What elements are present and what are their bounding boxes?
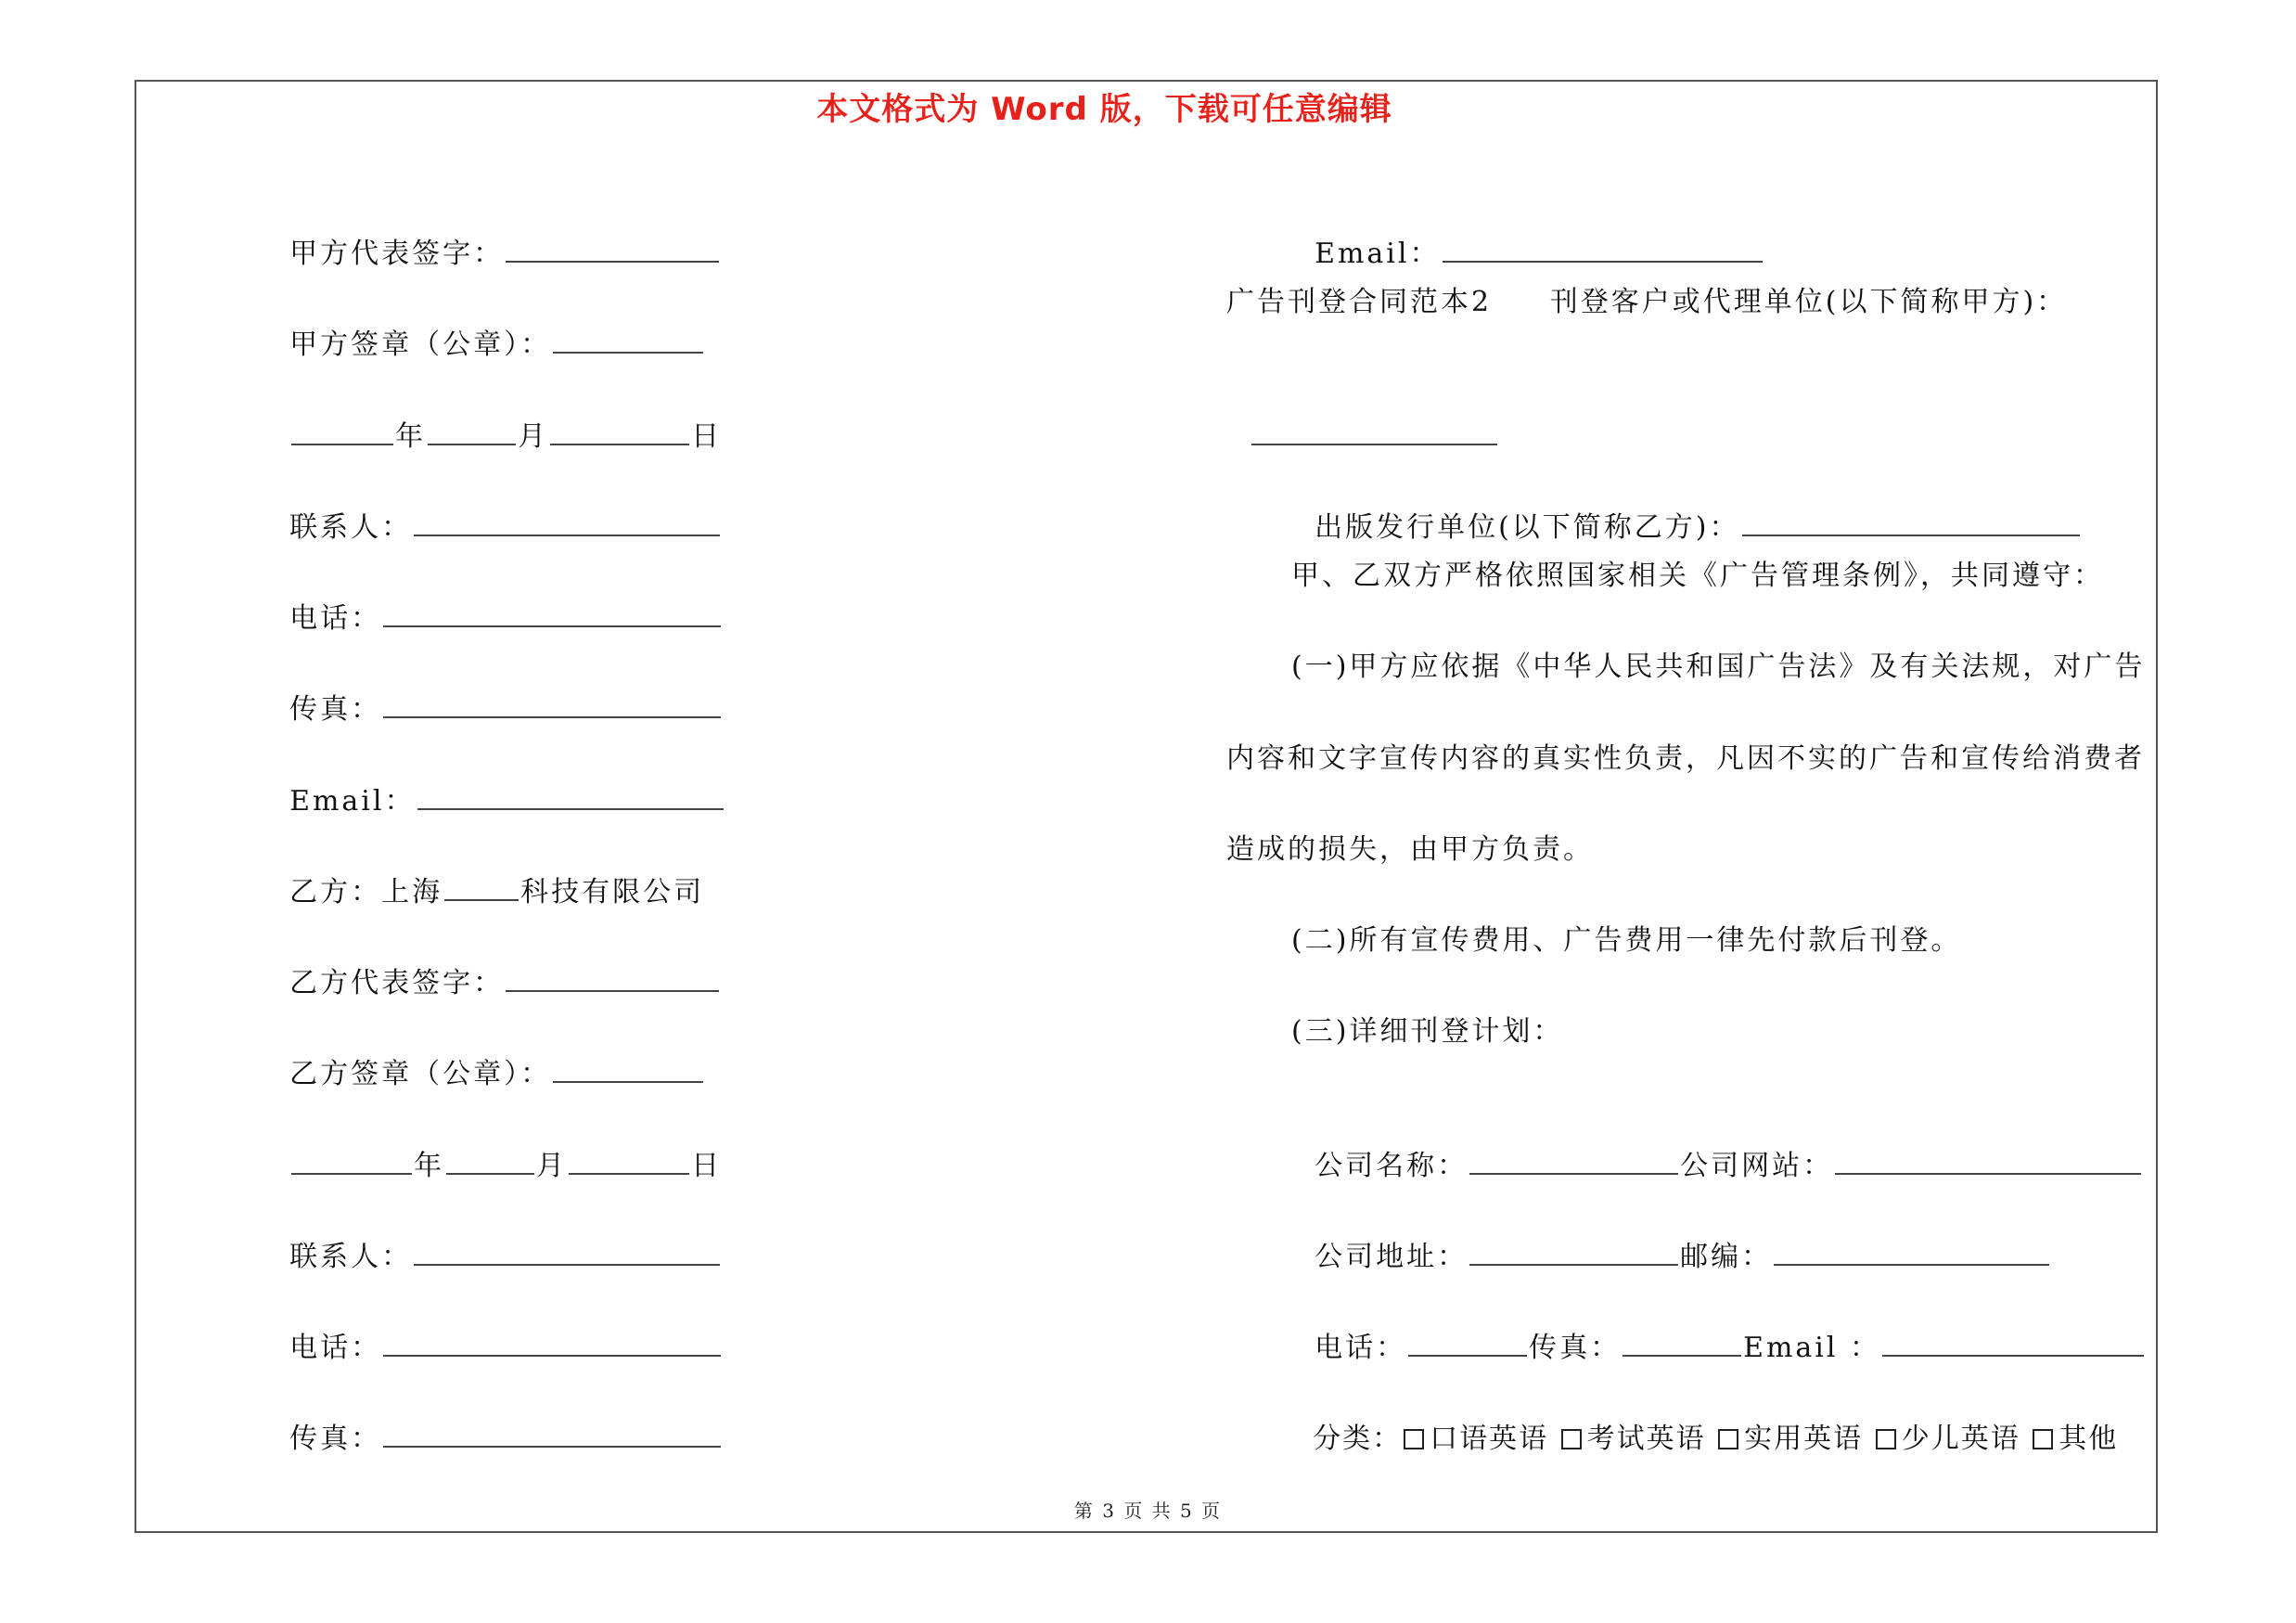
label: 公司地址： [1315, 1241, 1469, 1273]
month-blank[interactable] [428, 419, 516, 445]
label: Email： [1315, 238, 1441, 270]
blank-field[interactable] [1882, 1331, 2144, 1357]
label: 甲方代表签字： [289, 238, 505, 270]
blank-field[interactable] [1623, 1331, 1741, 1357]
company-name-line [1291, 1102, 2143, 1188]
party-a-name-line [1226, 373, 1499, 458]
label: 传真： [1529, 1332, 1622, 1364]
label: 电话： [289, 1332, 382, 1364]
label: 电话： [1315, 1332, 1407, 1364]
checkbox[interactable] [1718, 1429, 1738, 1449]
blank-field[interactable] [553, 1057, 703, 1083]
party-b-rep-sign-line [266, 920, 721, 1005]
label: 邮编： [1680, 1241, 1773, 1273]
blank-field[interactable] [383, 1331, 721, 1357]
party-a-rep-sign-line [266, 190, 721, 276]
party-b-phone-line [266, 1284, 723, 1370]
blank-field[interactable] [417, 784, 724, 810]
label: 联系人： [289, 1241, 413, 1273]
label: 乙方代表签字： [289, 967, 505, 999]
label: 公司名称： [1315, 1150, 1469, 1182]
category-line [1291, 1375, 2118, 1461]
party-b-contact-line [266, 1193, 722, 1279]
blank-field[interactable] [1469, 1240, 1678, 1266]
party-a-contact-line [266, 464, 722, 549]
label: 传真： [289, 1423, 382, 1455]
blank-field[interactable] [1469, 1149, 1678, 1175]
label: 传真： [289, 693, 382, 726]
label: Email ： [1743, 1332, 1881, 1364]
intro-paragraph: 甲、乙双方严格依照国家相关《广告管理条例》，共同遵守： [1291, 560, 2104, 592]
year-blank[interactable] [291, 419, 393, 445]
year-blank[interactable] [291, 1149, 412, 1175]
party-b-seal-line [266, 1011, 705, 1096]
blank-field[interactable] [414, 510, 720, 536]
blank-field[interactable] [553, 328, 703, 354]
contact-info-line [1291, 1284, 2146, 1370]
clause-1-line-3: 造成的损失，由甲方负责。 [1226, 833, 1594, 866]
party-a-seal-line [266, 281, 705, 367]
category-option: 实用英语 [1744, 1423, 1864, 1455]
year-label: 年 [414, 1150, 445, 1182]
blank-field[interactable] [1408, 1331, 1527, 1357]
day-blank[interactable] [550, 419, 689, 445]
month-label: 月 [518, 420, 549, 453]
label: 分类： [1313, 1423, 1403, 1455]
checkbox[interactable] [1561, 1429, 1582, 1449]
checkbox[interactable] [2033, 1429, 2053, 1449]
category-option: 少儿英语 [1901, 1423, 2020, 1455]
blank-field[interactable] [1742, 510, 2080, 536]
day-blank[interactable] [569, 1149, 689, 1175]
party-a-phone-line [266, 555, 723, 640]
label: 联系人： [289, 511, 413, 544]
day-label: 日 [691, 1150, 723, 1182]
year-label: 年 [395, 420, 427, 453]
clause-1-line-1: (一)甲方应依据《中华人民共和国广告法》及有关法规，对广告 [1291, 650, 2146, 683]
right-email-line [1291, 190, 1764, 276]
blank-field[interactable] [1443, 237, 1763, 263]
label-suffix: 科技有限公司 [520, 876, 705, 908]
party-a-fax-line [266, 646, 723, 731]
month-label: 月 [536, 1150, 568, 1182]
company-address-line [1291, 1193, 2051, 1279]
party-b-fax-line [266, 1375, 723, 1461]
clause-2: (二)所有宣传费用、广告费用一律先付款后刊登。 [1291, 924, 1962, 957]
category-option: 其他 [2059, 1423, 2119, 1455]
blank-field[interactable] [1251, 419, 1497, 445]
publisher-line [1291, 464, 2082, 549]
blank-field[interactable] [383, 1422, 721, 1448]
category-option: 考试英语 [1586, 1423, 1706, 1455]
blank-field[interactable] [1835, 1149, 2141, 1175]
blank-field[interactable] [383, 601, 721, 627]
contract-title-line: 广告刊登合同范本2 刊登客户或代理单位(以下简称甲方)： [1226, 286, 2068, 318]
label: Email： [289, 785, 416, 818]
blank-field[interactable] [414, 1240, 720, 1266]
month-blank[interactable] [446, 1149, 534, 1175]
format-banner: 本文格式为 Word 版，下载可任意编辑 [816, 91, 1392, 128]
label: 出版发行单位(以下简称乙方)： [1315, 511, 1740, 544]
checkbox[interactable] [1876, 1429, 1896, 1449]
label: 乙方签章（公章）： [289, 1058, 552, 1090]
category-option: 口语英语 [1430, 1423, 1549, 1455]
checkbox[interactable] [1404, 1429, 1424, 1449]
clause-1-line-2: 内容和文字宣传内容的真实性负责，凡因不实的广告和宣传给消费者 [1226, 742, 2145, 775]
blank-field[interactable] [506, 966, 719, 992]
blank-field[interactable] [506, 237, 719, 263]
party-b-line [266, 829, 704, 914]
page-number: 第 3 页 共 5 页 [1073, 1500, 1223, 1522]
label: 甲方签章（公章）： [289, 328, 552, 361]
party-a-email-line [266, 738, 725, 823]
day-label: 日 [691, 420, 723, 453]
blank-field[interactable] [1774, 1240, 2049, 1266]
label: 电话： [289, 602, 382, 635]
label: 公司网站： [1680, 1150, 1834, 1182]
label: 乙方：上海 [289, 876, 443, 908]
party-a-date-line [266, 373, 722, 458]
clause-3: (三)详细刊登计划： [1291, 1015, 1564, 1048]
blank-field[interactable] [444, 875, 519, 901]
blank-field[interactable] [383, 692, 721, 718]
party-b-date-line [266, 1102, 722, 1188]
